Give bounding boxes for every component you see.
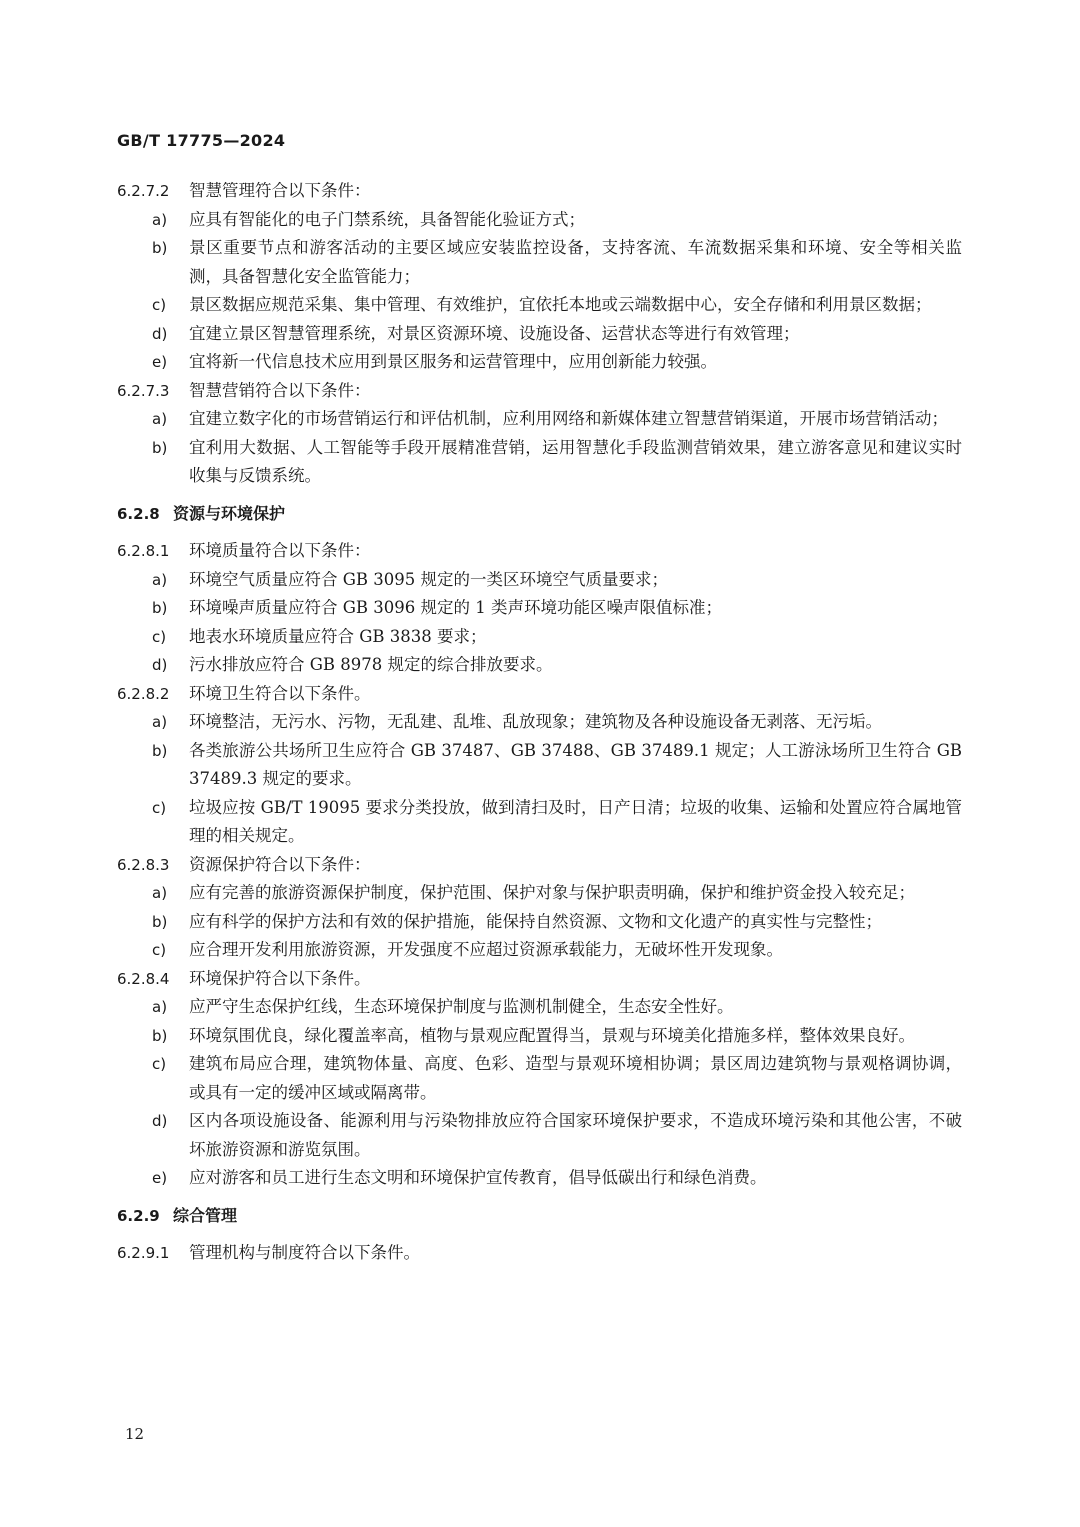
section-heading: [117, 1202, 962, 1231]
list-item: [117, 291, 962, 320]
list-item-label: a): [152, 713, 168, 731]
list-item-text: 景区数据应规范采集、集中管理、有效维护，宜依托本地或云端数据中心，安全存储和利用景区数据；: [189, 295, 932, 314]
list-item: [117, 1050, 962, 1107]
list-item-label: a): [152, 998, 168, 1016]
list-item-text: 环境噪声质量应符合 GB 3096 规定的 1 类声环境功能区噪声限值标准；: [189, 598, 723, 617]
list-item-label: d): [152, 324, 168, 343]
list-item-label: a): [152, 410, 168, 428]
list-item-text: 环境氛围优良，绿化覆盖率高，植物与景观应配置得当，景观与环境美化措施多样，整体效果良好。: [189, 1025, 915, 1045]
section-heading: [117, 500, 962, 529]
clause-heading: [117, 537, 962, 566]
list-item-label: b): [152, 741, 168, 760]
list-item-text: 建筑布局应合理，建筑物体量、高度、色彩、造型与景观环境相协调；景区周边建筑物与景观格调协调，或具有一定的缓冲区域或隔离带。: [189, 1054, 962, 1102]
section-title: 资源与环境保护: [173, 503, 286, 523]
list-item: [117, 206, 962, 235]
section-number: 6.2.9: [117, 1206, 160, 1225]
list-item: [117, 320, 962, 349]
list-item: [117, 651, 962, 680]
clause-heading: [117, 177, 962, 206]
list-item-label: b): [152, 438, 168, 457]
list-item-label: d): [152, 656, 168, 674]
list-item-text: 地表水环境质量应符合 GB 3838 要求；: [189, 626, 487, 646]
document-code: GB/T 17775—2024: [117, 131, 286, 150]
list-item-label: c): [152, 296, 167, 314]
clause-text: 环境质量符合以下条件：: [189, 541, 371, 560]
list-item-label: c): [152, 1055, 167, 1073]
list-item-label: d): [152, 1112, 168, 1130]
list-item-label: c): [152, 798, 167, 817]
list-item-label: c): [152, 941, 167, 959]
list-item: [117, 234, 962, 291]
list-item-label: b): [152, 599, 168, 617]
list-item-text: 应合理开发利用旅游资源，开发强度不应超过资源承载能力，无破坏性开发现象。: [189, 940, 783, 959]
list-item-text: 宜建立数字化的市场营销运行和评估机制，应利用网络和新媒体建立智慧营销渠道，开展市场营销活动；: [189, 409, 948, 428]
list-item-text: 应严守生态保护红线，生态环境保护制度与监测机制健全，生态安全性好。: [189, 997, 734, 1016]
list-item-label: b): [152, 1026, 168, 1045]
list-item-text: 宜利用大数据、人工智能等手段开展精准营销，运用智慧化手段监测营销效果，建立游客意见和建议实时收集与反馈系统。: [189, 437, 962, 485]
list-item: [117, 1164, 962, 1193]
list-item-text: 应有完善的旅游资源保护制度，保护范围、保护对象与保护职责明确，保护和维护资金投入较充足；: [189, 883, 915, 902]
clause-number: 6.2.8.2: [117, 684, 170, 703]
list-item: [117, 794, 962, 851]
list-item-text: 应对游客和员工进行生态文明和环境保护宣传教育，倡导低碳出行和绿色消费。: [189, 1168, 767, 1187]
clause-text: 资源保护符合以下条件：: [189, 854, 371, 874]
list-item-label: b): [152, 239, 168, 257]
list-item-label: a): [152, 570, 168, 589]
list-item-label: c): [152, 627, 167, 646]
list-item-text: 宜将新一代信息技术应用到景区服务和运营管理中，应用创新能力较强。: [189, 352, 717, 371]
clause-text: 智慧管理符合以下条件：: [189, 181, 371, 200]
list-item-text: 垃圾应按 GB/T 19095 要求分类投放，做到清扫及时，日产日清；垃圾的收集、运输和处置应符合属地管理的相关规定。: [189, 797, 962, 845]
list-item: [117, 434, 962, 491]
list-item-text: 区内各项设施设备、能源利用与污染物排放应符合国家环境保护要求，不造成环境污染和其他公害，不破坏旅游资源和游览氛围。: [189, 1111, 962, 1159]
clause-text: 管理机构与制度符合以下条件。: [189, 1243, 420, 1262]
document-body: [117, 177, 962, 1268]
list-item-text: 污水排放应符合 GB 8978 规定的综合排放要求。: [189, 655, 553, 674]
list-item: [117, 594, 962, 623]
list-item-label: e): [152, 1169, 168, 1187]
list-item-label: a): [152, 210, 168, 229]
clause-number: 6.2.8.4: [117, 969, 170, 988]
list-item-label: e): [152, 353, 168, 371]
list-item: [117, 936, 962, 965]
clause-number: 6.2.7.2: [117, 182, 170, 200]
list-item-text: 应有科学的保护方法和有效的保护措施，能保持自然资源、文物和文化遗产的真实性与完整性；: [189, 911, 882, 931]
clause-heading: [117, 851, 962, 880]
list-item: [117, 405, 962, 434]
clause-number: 6.2.7.3: [117, 381, 170, 400]
section-number: 6.2.8: [117, 504, 160, 523]
list-item-text: 环境整洁，无污水、污物，无乱建、乱堆、乱放现象；建筑物及各种设施设备无剥落、无污垢。: [189, 712, 882, 731]
clause-heading: [117, 1239, 962, 1268]
list-item: [117, 908, 962, 937]
list-item: [117, 879, 962, 908]
list-item: [117, 993, 962, 1022]
list-item-label: b): [152, 912, 168, 931]
clause-heading: [117, 680, 962, 709]
clause-text: 智慧营销符合以下条件：: [189, 380, 371, 400]
list-item-text: 应具有智能化的电子门禁系统，具备智能化验证方式；: [189, 209, 585, 229]
section-title: 综合管理: [173, 1205, 238, 1225]
list-item: [117, 348, 962, 377]
list-item-text: 宜建立景区智慧管理系统，对景区资源环境、设施设备、运营状态等进行有效管理；: [189, 323, 800, 343]
list-item: [117, 737, 962, 794]
page-number: 12: [125, 1425, 145, 1443]
clause-number: 6.2.8.3: [117, 855, 170, 874]
list-item: [117, 566, 962, 595]
list-item: [117, 1107, 962, 1164]
clause-heading: [117, 965, 962, 994]
list-item-text: 各类旅游公共场所卫生应符合 GB 37487、GB 37488、GB 37489.1 规定；人工游泳场所卫生符合 GB 37489.3 规定的要求。: [189, 740, 962, 788]
list-item: [117, 708, 962, 737]
clause-text: 环境卫生符合以下条件。: [189, 683, 371, 703]
list-item-label: a): [152, 884, 168, 902]
list-item-text: 环境空气质量应符合 GB 3095 规定的一类区环境空气质量要求；: [189, 569, 669, 589]
clause-number: 6.2.9.1: [117, 1244, 170, 1262]
clause-heading: [117, 377, 962, 406]
clause-number: 6.2.8.1: [117, 542, 170, 560]
list-item-text: 景区重要节点和游客活动的主要区域应安装监控设备，支持客流、车流数据采集和环境、安全等相关监测，具备智慧化安全监管能力；: [189, 238, 962, 286]
list-item: [117, 623, 962, 652]
clause-text: 环境保护符合以下条件。: [189, 968, 371, 988]
list-item: [117, 1022, 962, 1051]
